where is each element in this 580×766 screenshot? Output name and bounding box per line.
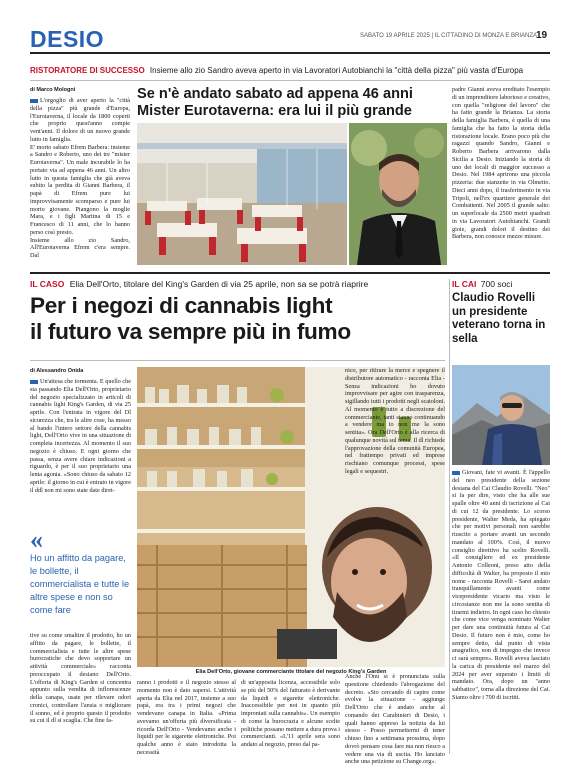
story2-col1	[30, 378, 131, 524]
story2-col3-text: di un'apposita licenza, accessibile solo se più del 50% del fatturato è derivante da liquidi e sigarette elettroniche. Inaccessibile per noi in quanto più improntati sulla cannabis». Un esempio di come la burocrazia e alcune scelte politiche possano mettere a dura prova i commercianti. «L'11 aprile sera sono andato al negozio, preso dal pa-	[241, 679, 340, 748]
story3-col	[452, 469, 550, 754]
section-title: DESIO	[30, 26, 105, 52]
story2-col1b-text: tive su come smaltire il prodotto, ho un affitto da pagare, le bollette, il commercialista e tutte le altre spese burocratiche che devo sopportare un attività commerciale» racconta preoccupato il desiano Dell'Orto. L'offerta di King's Garden si concentra appunto sulla vendita di inflorescenze della canapa, usate per rilevare odori cronici, controllare l'ansia o migliorare il sonno, ed è proprio questo il prodotto su cui il dl si scaglia. Che fine fa-	[30, 632, 131, 725]
story1-col1	[30, 97, 130, 265]
story2-kicker-text: Elia Dell'Orto, titolare del King's Garden di via 25 aprile, non sa se potrà riaprire	[69, 279, 369, 289]
story3-headline: Claudio Rovelli un presidente veterano torna in sella	[452, 292, 546, 345]
quote-mark-icon: «	[30, 525, 43, 554]
story2-col2	[137, 679, 236, 754]
story2-col5-text: Anche l'Onu si è pronunciata sulla questione chiedendo l'abrogazione del decreto. «Sto cercando di capire come evolve la situazione - aggiunge Dell'Orto che è andato anche al comando dei Carabinieri di Desio, i quali hanno appreso la notizia da lui stesso - Posso permettermi di tener chiuso fino a settimana prossima, dopo dovrò pensare cosa fare ma non riesco a vedere una via di uscita. Ho lanciato anche una petizione su Change.org».	[345, 673, 445, 766]
story1-bottom-rule	[30, 272, 550, 274]
restaurant-photo	[137, 123, 347, 265]
rovelli-photo	[452, 365, 550, 465]
story1-headline-line1: Se n'è andato sabato ad appena 46 anni	[137, 86, 413, 102]
story1-col2-text: padre Gianni aveva ereditato l'esempio di un imprenditore laborioso e creativo, con quella "religione del lavoro" che ha fatto grande la Brianza. La storia della famiglia Barbera, è quella di una famiglia che ha fatto la storia della ristorazione locale. Erano poco più che ragazzi quando Sandro, Gianni e Roberto Barbera arrivarono dalla Sicilia a Desio. Iniziando la storia di uno dei locali di maggior successo a Desio. Nel 1984 aprirono una piccola pizzeria: due stanzette in via Olmetto. Dieci anni dopo, il trasferimento in via Tripoli, nell'ex quartiere generale dei Combattenti. Nel 2005 il grande salto: un superlocale da 2500 metri quadrati in via Lavoratori Autobianchi. Grandi gioie, grandi dolori il destino dei Barbera, non conosce mezze misure.	[452, 86, 550, 241]
story1-kicker-text: Insieme allo zio Sandro aveva aperto in via Lavoratori Autobianchi la "città della pizza" più vasta d'Europa	[149, 66, 524, 75]
story2-col4	[345, 367, 445, 527]
quote-text: Ho un affitto da pagare, le bollette, il commercialista e tutte le altre spese e non so come fare	[30, 553, 130, 615]
story2-kicker: IL CASO	[30, 279, 65, 289]
story2-col3	[241, 679, 340, 754]
shop-photo-caption: Elia Dell'Orto, giovane commerciante titolare del negozio King's Garden	[195, 669, 387, 675]
story2-headline-rule	[30, 360, 445, 361]
story1-kicker-rule	[30, 80, 550, 81]
story1-col1-text: L'orgoglio di aver aperto la "città della pizza" più grande d'Europa, l'Eurotaverna, il locale da 1800 coperti che proprio quest'anno compie vent'anni. Il dolore di un nuovo grande lutto in famiglia. E' morto sabato Efrem Barbera: insieme a Sandro e Roberto, uno dei tre "mister Eurotaverna". Un male incurabile lo ha portato via ad appena 46 anni. Un altro lutto in questa famiglia che già aveva subito la perdita di Gianni Barbera, il papà di Efrem pure lui improvvisamente scomparso e pure lui morto giovane. Piangono la moglie Mara, e i figli Martina di 15 e Francesco di 11 anni, che lo hanno perso così presto. Insieme allo zio Sandro, All'Eurotaverna Efrem c'era sempre. Dal	[30, 97, 130, 259]
header-meta: SABATO 19 APRILE 2025 | IL CITTADINO DI MONZA E BRIANZA	[360, 33, 538, 39]
header-rule	[30, 52, 550, 54]
story1-kicker-row	[30, 66, 550, 75]
story3-kicker: IL CAI	[452, 279, 477, 289]
page-number: 19	[536, 30, 548, 41]
story1-col2	[452, 86, 550, 265]
story1-kicker: RISTORATORE DI SUCCESSO	[30, 66, 145, 75]
story1-headline	[137, 86, 447, 120]
story2-col2-text: ranno i prodotti e il negozio stesso al momento non è dato sapersi. L'attività aperta da Elia nel 2017, insieme a suo papà, era tra i primi negozi che vendevano canapa in Italia. «Prima avevamo un'offerta più diversificata - ricorda Dell'Orto - Vendevamo anche i liquidi per le sigarette elettroniche. Poi qualche anno è stato introdotta la necessità	[137, 679, 236, 756]
story1-headline-line2: Mister Eurotaverna: era lui il più grande	[137, 103, 412, 119]
story2-byline: di Alessandro Onida	[30, 368, 84, 374]
story2-headline-line1: Per i negozi di cannabis light	[30, 293, 333, 318]
story3-kicker-text: 700 soci	[480, 279, 513, 289]
story2-col1b	[30, 632, 131, 752]
story2-kicker-row	[30, 279, 445, 289]
story3-col-text: Giovani, fate vi avanti. È l'appello del neo presidente della sezione desiana del Cai Claudio Rovelli. "Neo" si fa per dire, visto che ha alle sue spalle oltre 40 anni di iscrizione al Cai di cui 12 da presidente. Lo scorso presidente, Walter Meda, ha spiegato che per motivi personali non sarebbe riuscito a portare avanti un secondo mandato al 100%. Così, il nuovo consiglio direttivo ha scelto Rovelli. «Il consigliere ed ex presidente Antonio Colleoni, preso atto della difficoltà di Walter, ha proposto il mio nome - racconta Rovelli - Sarei andato tranquillamente avanti come vicepresidente vicario ma visto le circostanze non me la sono sentita di tirarmi indietro. In ogni caso ho chiesto che come vice venga nominato Walter per dare una continuità futura al Cai Desio. Il futuro non è mio, come ho sempre detto, dal punto di vista anagrafico, non di impegno che invece ci sarà sempre». Rovelli aveva lasciato la carica di presidente nel marzo del 2024 per aver superato i limiti di mandato. Ora, dopo un "anno sabbatico", torna alla direzione del Cai. Siamo oltre i 700 di iscritti.	[452, 469, 550, 701]
sidebar-divider	[449, 279, 450, 754]
story2-headline-line2: il futuro va sempre più in fumo	[30, 319, 351, 344]
story2-pull-quote	[30, 525, 131, 625]
story2-col1-text: Un'attesa che tormenta. E quello che sta passando Elia Dell'Orto, proprietario del negozio specializzato in articoli di cannabis light King's Garden, di via 25 aprile. Con l'entrata in vigore del Dl sicurezza che, tra le altre cose, ha messo al bando l'intero settore della cannabis light, Dell'Orto vive in una situazione di completa incertezza. Al momento il suo negozio è chiuso. E ogni giorno che passa, senza avere chiare indicazioni a riguardo, è per il suo proprietario una lenta agonia. «Sono chiuso da sabato 12 aprile: il giorno in cui è entrato in vigore il ddl non mi sono state date diret-	[30, 378, 131, 494]
story3-kicker-row	[452, 279, 550, 289]
story1-byline: di Marco Mologni	[30, 87, 76, 93]
story2-col5	[345, 673, 445, 766]
story2-col4-text: nico, per ritirare la merce e spegnere il distributore automatico - racconta Elia - Senza indicazioni ho dovuto improvvisare per agire con trasparenza, sigillando tutti i prodotti negli scatoloni. Al momento è tutto a discrezione del commerciante, tanti stanno continuando a vendere ma io non me la sono sentita». Ora Dell'Orto è alla ricerca di qualunque novità sul tema. Il dl richiede l'approvazione della comunità Europea, nel frattempo privati ed imprese rischiano comunque processi, spese legali e sequestri.	[345, 367, 445, 475]
story2-headline	[30, 293, 445, 345]
efrem-portrait-photo	[349, 123, 447, 265]
